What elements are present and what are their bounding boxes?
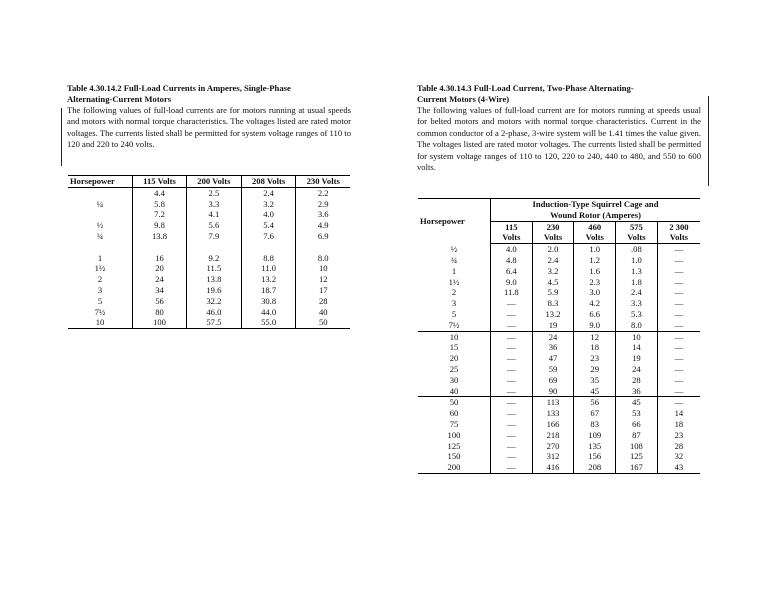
- left-margin-bar: [61, 108, 62, 166]
- table-cell: 1.3: [616, 266, 658, 277]
- table-cell: 4.5: [532, 277, 574, 288]
- table-cell: 11.5: [187, 263, 242, 274]
- table-cell: 5.4: [241, 220, 296, 231]
- right-header-575v: 575 Volts: [616, 221, 658, 244]
- table-cell: 2.5: [187, 187, 242, 198]
- table-cell: —: [491, 408, 533, 419]
- table-cell: [296, 242, 350, 253]
- table-cell: 167: [616, 462, 658, 473]
- table-cell: 50: [418, 397, 491, 408]
- table-cell: 30.8: [241, 296, 296, 307]
- table-cell: 2: [97, 274, 103, 285]
- table-cell: —: [491, 441, 533, 452]
- table-cell: [241, 242, 296, 253]
- table-cell: —: [657, 386, 700, 397]
- table-cell: 20: [449, 353, 459, 364]
- table-cell: 109: [574, 430, 616, 441]
- table-cell: 5.8: [133, 199, 187, 210]
- table-row: [418, 364, 700, 375]
- table-cell: 40: [449, 385, 459, 396]
- table-row: [418, 287, 700, 298]
- table-row: [68, 242, 350, 253]
- table-row: [68, 209, 350, 220]
- table-cell: 19: [616, 353, 658, 364]
- table-cell: 8.3: [532, 298, 574, 309]
- table-cell: 7.6: [241, 231, 296, 242]
- table-cell: —: [657, 375, 700, 386]
- table-cell: 3.2: [241, 199, 296, 210]
- table-cell: —: [491, 386, 533, 397]
- table-cell: 10: [296, 263, 350, 274]
- table-cell: 10: [68, 317, 133, 328]
- table-cell: —: [657, 255, 700, 266]
- table-cell: 24: [133, 274, 187, 285]
- table-cell: —: [657, 277, 700, 288]
- table-row: [418, 342, 700, 353]
- left-header-115v: 115 Volts: [133, 176, 187, 188]
- right-description: The following values of full-load current are for motors running at speeds usual for belted motors and motors with normal torque characteristics. Current in the common conductor of a 2-phase, 3-wire system will be 1.41 times the value given. The voltages listed are rated motor voltages. The currents listed shall be permitted for system voltage ranges of 110 to 120, 220 to 240, 440 to 480, and 550 to 600 volts.: [417, 105, 702, 173]
- table-cell: 45: [574, 386, 616, 397]
- right-group-header: [491, 199, 701, 222]
- table-cell: 4.4: [133, 187, 187, 198]
- table-cell: 7½: [448, 319, 460, 330]
- table-cell: 12: [296, 274, 350, 285]
- right-title-line2: Current Motors (4-Wire): [417, 94, 510, 104]
- table-row: [418, 320, 700, 331]
- table-cell: —: [491, 364, 533, 375]
- table-cell: —: [657, 331, 700, 342]
- table-cell: [68, 209, 133, 220]
- table-cell: 53: [616, 408, 658, 419]
- table-row: [68, 187, 350, 198]
- table-cell: 4.2: [574, 298, 616, 309]
- table-cell: 8.8: [241, 253, 296, 264]
- table-cell: 13.2: [532, 309, 574, 320]
- table-cell: —: [657, 364, 700, 375]
- table-cell: 12: [574, 331, 616, 342]
- table-cell: 4.9: [296, 220, 350, 231]
- right-header-230v: 230 Volts: [532, 221, 574, 244]
- table-cell: 50: [296, 317, 350, 328]
- table-row: [68, 231, 350, 242]
- table-cell: 2.4: [532, 255, 574, 266]
- table-cell: 1½: [448, 276, 460, 287]
- table-cell: 9.2: [187, 253, 242, 264]
- table-cell: 59: [532, 364, 574, 375]
- table-cell: 3.3: [616, 298, 658, 309]
- table-row: [418, 331, 700, 342]
- table-row: [68, 263, 350, 274]
- table-cell: 2.0: [532, 244, 574, 255]
- table-cell: 4.8: [491, 255, 533, 266]
- table-cell: 32.2: [187, 296, 242, 307]
- table-cell: 35: [574, 375, 616, 386]
- table-cell: 1.0: [574, 244, 616, 255]
- right-table: [418, 198, 700, 474]
- table-cell: ½: [450, 243, 458, 254]
- table-row: [418, 430, 700, 441]
- table-cell: 6.4: [491, 266, 533, 277]
- table-cell: 43: [657, 462, 700, 473]
- table-cell: 6.9: [296, 231, 350, 242]
- table-cell: 133: [532, 408, 574, 419]
- table-cell: 24: [616, 364, 658, 375]
- left-header-200v: 200 Volts: [187, 176, 242, 188]
- table-cell: —: [491, 462, 533, 473]
- table-cell: 69: [532, 375, 574, 386]
- table-row: [418, 298, 700, 309]
- table-cell: 2.2: [296, 187, 350, 198]
- table-cell: 40: [296, 307, 350, 318]
- table-cell: 55.0: [241, 317, 296, 328]
- table-cell: —: [491, 430, 533, 441]
- table-cell: 2.4: [616, 287, 658, 298]
- table-cell: 29: [574, 364, 616, 375]
- table-cell: 9.0: [491, 277, 533, 288]
- table-row: [418, 397, 700, 408]
- right-group-header-row: [418, 199, 700, 222]
- table-cell: 25: [449, 363, 459, 374]
- table-cell: 1.8: [616, 277, 658, 288]
- table-cell: —: [491, 331, 533, 342]
- table-cell: 36: [616, 386, 658, 397]
- table-cell: 19.6: [187, 285, 242, 296]
- table-cell: 208: [574, 462, 616, 473]
- table-cell: 108: [616, 441, 658, 452]
- table-cell: 80: [133, 307, 187, 318]
- table-cell: 18: [657, 419, 700, 430]
- table-cell: 13.8: [133, 231, 187, 242]
- table-cell: 218: [532, 430, 574, 441]
- table-cell: —: [491, 419, 533, 430]
- right-section: [417, 83, 701, 173]
- table-cell: ½: [96, 220, 104, 231]
- table-cell: 60: [449, 408, 459, 419]
- table-cell: 270: [532, 441, 574, 452]
- table-row: [68, 296, 350, 307]
- table-cell: 3.0: [574, 287, 616, 298]
- table-row: [418, 419, 700, 430]
- table-cell: 1: [97, 252, 103, 263]
- table-cell: 87: [616, 430, 658, 441]
- table-cell: 2.9: [296, 199, 350, 210]
- table-cell: —: [657, 266, 700, 277]
- table-cell: 3.6: [296, 209, 350, 220]
- table-cell: 14: [616, 342, 658, 353]
- table-row: [418, 353, 700, 364]
- table-cell: .08: [616, 244, 658, 255]
- table-cell: 113: [532, 397, 574, 408]
- left-header-horsepower: Horsepower: [68, 176, 133, 188]
- table-cell: 16: [133, 253, 187, 264]
- table-cell: 4.0: [491, 244, 533, 255]
- table-cell: [68, 187, 133, 198]
- table-cell: 56: [574, 397, 616, 408]
- table-cell: [68, 242, 133, 253]
- table-cell: 75: [449, 418, 459, 429]
- table-cell: 3: [451, 298, 457, 309]
- table-cell: 46.0: [187, 307, 242, 318]
- table-cell: 6.6: [574, 309, 616, 320]
- table-cell: ¾: [450, 254, 458, 265]
- table-cell: 100: [447, 429, 461, 440]
- table-cell: 47: [532, 353, 574, 364]
- table-cell: —: [657, 342, 700, 353]
- table-cell: 9.8: [133, 220, 187, 231]
- table-cell: —: [491, 451, 533, 462]
- right-header-460v: 460 Volts: [574, 221, 616, 244]
- table-row: [68, 307, 350, 318]
- table-cell: 100: [133, 317, 187, 328]
- table-cell: 7½: [94, 306, 106, 317]
- table-row: [68, 220, 350, 231]
- table-row: [418, 441, 700, 452]
- table-cell: 5.6: [187, 220, 242, 231]
- table-cell: 57.5: [187, 317, 242, 328]
- table-cell: 8.0: [296, 253, 350, 264]
- left-description: The following values of full-load currents are for motors running at usual speeds and motors with normal torque characteristics. The voltages listed are rated motor voltages. The currents listed shall be permitted for system voltage ranges of 110 to 120 and 220 to 240 volts.: [67, 105, 351, 150]
- right-header-2300v: 2 300 Volts: [657, 221, 700, 244]
- right-header-horsepower: Horsepower: [418, 199, 491, 244]
- right-margin-bar: [708, 96, 709, 186]
- right-group-header-line2: Wound Rotor (Amperes): [550, 209, 641, 220]
- table-cell: 17: [296, 285, 350, 296]
- table-cell: 200: [418, 462, 491, 473]
- table-cell: 135: [574, 441, 616, 452]
- table-cell: 11.0: [241, 263, 296, 274]
- table-cell: 5.9: [532, 287, 574, 298]
- table-row: [418, 408, 700, 419]
- table-cell: —: [491, 353, 533, 364]
- table-cell: 1: [451, 265, 457, 276]
- table-row: [418, 309, 700, 320]
- table-cell: 4.1: [187, 209, 242, 220]
- table-cell: 4.0: [241, 209, 296, 220]
- table-cell: 9.0: [574, 320, 616, 331]
- table-cell: 36: [532, 342, 574, 353]
- table-cell: 312: [532, 451, 574, 462]
- table-cell: 24: [532, 331, 574, 342]
- table-cell: 11.8: [491, 287, 533, 298]
- table-cell: 30: [449, 374, 459, 385]
- table-cell: —: [657, 298, 700, 309]
- table-cell: 28: [657, 441, 700, 452]
- table-cell: 150: [447, 451, 461, 462]
- table-row: [418, 375, 700, 386]
- table-cell: —: [657, 287, 700, 298]
- table-cell: 125: [447, 440, 461, 451]
- table-cell: 10: [418, 331, 491, 342]
- table-cell: 1½: [94, 263, 106, 274]
- table-cell: 5: [451, 308, 457, 319]
- left-header-230v: 230 Volts: [296, 176, 350, 188]
- table-cell: 15: [449, 342, 459, 353]
- table-cell: 3.3: [187, 199, 242, 210]
- table-cell: ¼: [96, 198, 104, 209]
- table-row: [418, 451, 700, 462]
- table-cell: 1.0: [616, 255, 658, 266]
- right-group-header-line1: Induction-Type Squirrel Cage and: [532, 199, 659, 209]
- table-cell: 23: [574, 353, 616, 364]
- table-cell: 19: [532, 320, 574, 331]
- table-cell: 44.0: [241, 307, 296, 318]
- table-cell: —: [657, 244, 700, 255]
- table-cell: 23: [657, 430, 700, 441]
- table-cell: —: [491, 309, 533, 320]
- table-row: [68, 199, 350, 210]
- table-cell: 18.7: [241, 285, 296, 296]
- table-cell: 90: [532, 386, 574, 397]
- table-cell: —: [491, 342, 533, 353]
- table-cell: 28: [616, 375, 658, 386]
- table-cell: 7.9: [187, 231, 242, 242]
- table-cell: 14: [657, 408, 700, 419]
- table-cell: 125: [616, 451, 658, 462]
- table-cell: 3: [97, 284, 103, 295]
- table-cell: [133, 242, 187, 253]
- table-cell: 1.6: [574, 266, 616, 277]
- table-cell: 2.3: [574, 277, 616, 288]
- table-row: [68, 285, 350, 296]
- right-table-wrap: [418, 198, 700, 474]
- left-title-line1: Table 4.30.14.2 Full-Load Currents in Amperes, Single-Phase: [67, 83, 291, 93]
- table-cell: 67: [574, 408, 616, 419]
- left-section: [67, 83, 351, 151]
- right-header-115v: 115 Volts: [491, 221, 533, 244]
- table-cell: 2: [451, 287, 457, 298]
- left-table-wrap: [68, 175, 350, 329]
- table-cell: 2.4: [241, 187, 296, 198]
- table-cell: —: [491, 320, 533, 331]
- left-title-line2: Alternating-Current Motors: [67, 94, 172, 104]
- table-cell: 7.2: [133, 209, 187, 220]
- left-header-208v: 208 Volts: [241, 176, 296, 188]
- table-row: [68, 274, 350, 285]
- table-row: [418, 386, 700, 397]
- table-row: [418, 277, 700, 288]
- table-cell: 156: [574, 451, 616, 462]
- table-row: [418, 266, 700, 277]
- right-table-title: [417, 83, 701, 105]
- table-cell: 56: [133, 296, 187, 307]
- left-table: [68, 175, 350, 329]
- table-cell: 416: [532, 462, 574, 473]
- table-cell: —: [657, 309, 700, 320]
- left-table-title: [67, 83, 351, 105]
- table-cell: 13.2: [241, 274, 296, 285]
- table-cell: 13.8: [187, 274, 242, 285]
- table-cell: —: [491, 298, 533, 309]
- table-cell: 45: [616, 397, 658, 408]
- table-cell: 5: [97, 295, 103, 306]
- table-cell: 34: [133, 285, 187, 296]
- table-cell: [187, 242, 242, 253]
- table-row: [418, 462, 700, 473]
- table-cell: 166: [532, 419, 574, 430]
- table-row: [68, 253, 350, 264]
- left-table-header-row: [68, 176, 350, 188]
- table-cell: 10: [616, 331, 658, 342]
- table-cell: ¾: [96, 230, 104, 241]
- table-cell: 28: [296, 296, 350, 307]
- table-cell: —: [657, 397, 700, 408]
- table-cell: 8.0: [616, 320, 658, 331]
- table-cell: —: [657, 353, 700, 364]
- table-cell: 83: [574, 419, 616, 430]
- table-cell: —: [491, 375, 533, 386]
- table-row: [418, 244, 700, 255]
- table-cell: 5.3: [616, 309, 658, 320]
- table-cell: 20: [133, 263, 187, 274]
- right-title-line1: Table 4.30.14.3 Full-Load Current, Two-Phase Alternating-: [417, 83, 634, 93]
- table-cell: 3.2: [532, 266, 574, 277]
- table-cell: —: [491, 397, 533, 408]
- table-cell: 1.2: [574, 255, 616, 266]
- table-row: [68, 317, 350, 328]
- table-cell: 18: [574, 342, 616, 353]
- table-cell: 66: [616, 419, 658, 430]
- table-row: [418, 255, 700, 266]
- table-cell: 32: [657, 451, 700, 462]
- table-cell: —: [657, 320, 700, 331]
